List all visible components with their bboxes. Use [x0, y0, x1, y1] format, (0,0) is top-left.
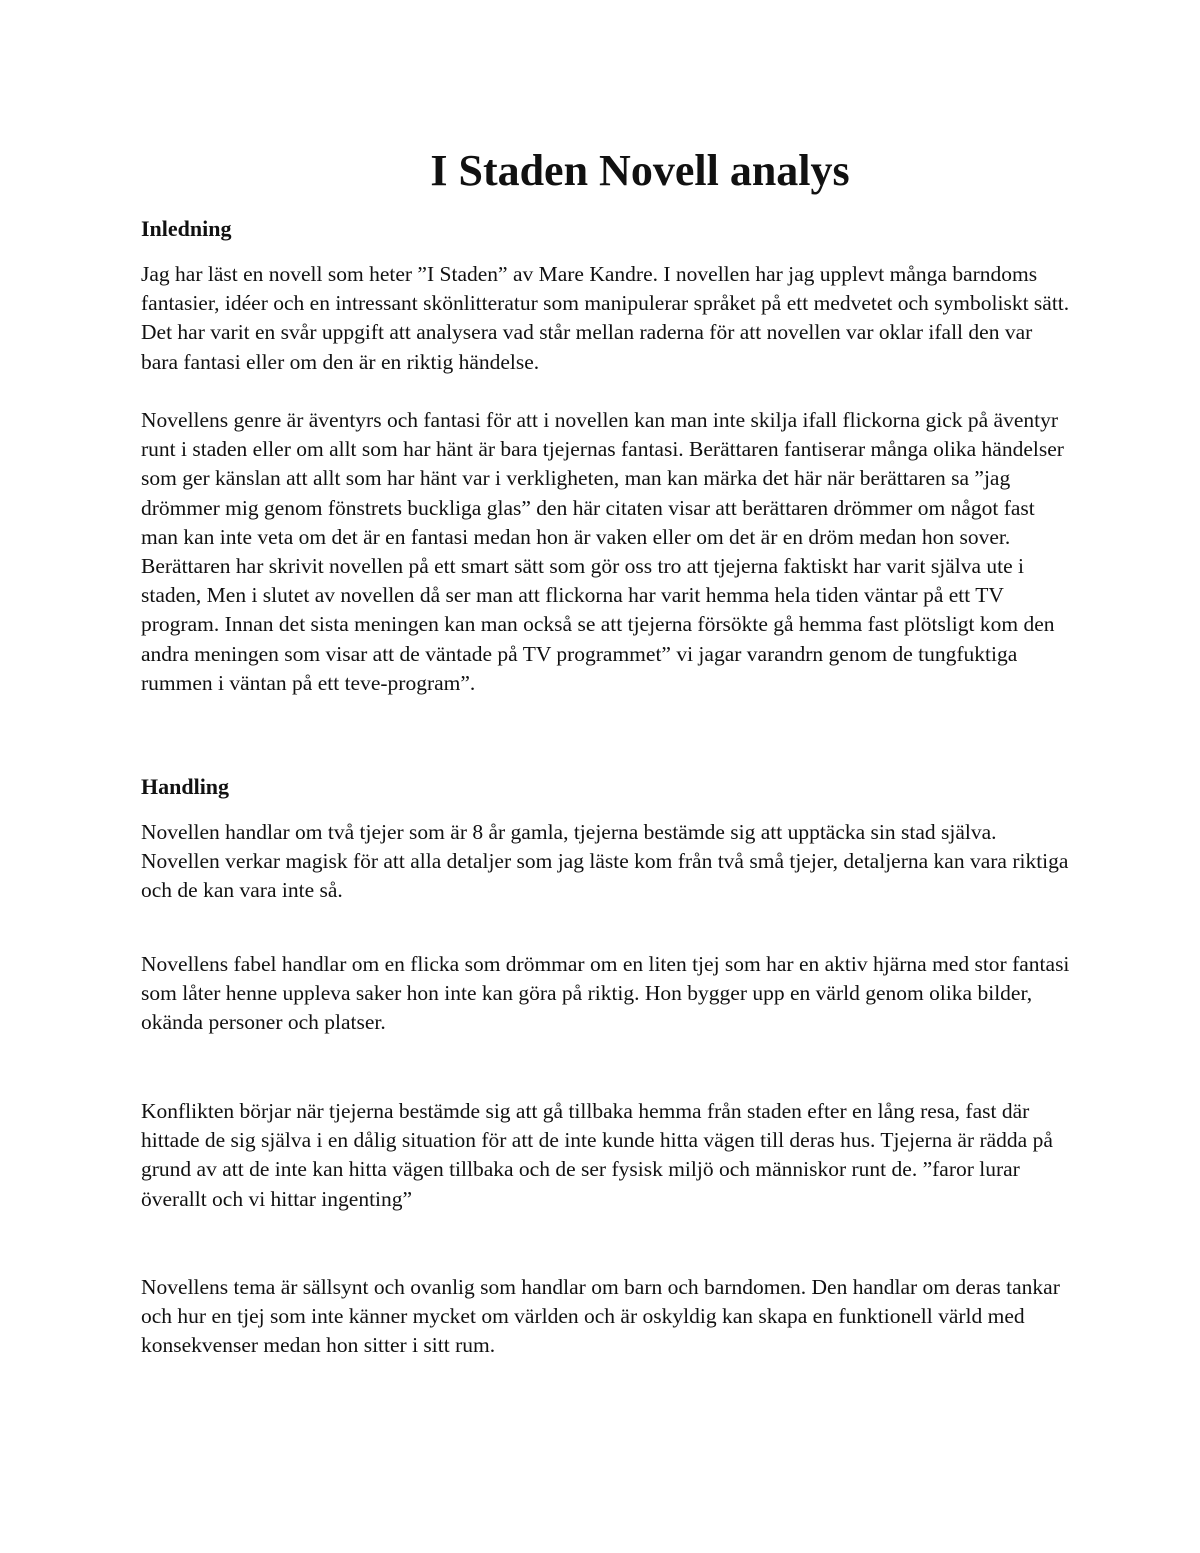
- section-heading-handling: Handling: [141, 774, 230, 799]
- paragraph: Jag har läst en novell som heter ”I Staden” av Mare Kandre. I novellen har jag upplevt många barndoms fantasier, idéer och en intressant skönlitteratur som manipulerar språket på ett medvetet och symboliskt sätt. Det har varit en svår uppgift att analysera vad står mellan raderna för att novellen var oklar ifall den var bara fantasi eller om den är en riktig händelse.: [141, 262, 1070, 374]
- paragraph: Novellens fabel handlar om en flicka som drömmar om en liten tjej som har en aktiv hjärna med stor fantasi som låter henne uppleva saker hon inte kan göra på riktig. Hon bygger upp en värld genom olika bilder, okända personer och platser.: [141, 952, 1070, 1035]
- paragraph: Novellen handlar om två tjejer som är 8 år gamla, tjejerna bestämde sig att upptäcka sin stad själva. Novellen verkar magisk för att alla detaljer som jag läste kom från två små tjejer, detaljerna kan vara riktiga och de kan vara inte så.: [141, 820, 1069, 903]
- paragraph: Konflikten börjar när tjejerna bestämde sig att gå tillbaka hemma från staden efter en lång resa, fast där hittade de sig själva i en dålig situation för att de inte kunde hitta vägen till deras hus. Tjejerna är rädda på grund av att de inte kan hitta vägen tillbaka och de ser fysisk miljö och människor runt de. ”faror lurar överallt och vi hittar ingenting”: [141, 1099, 1053, 1211]
- section-heading-inledning: Inledning: [141, 216, 232, 241]
- paragraph: Novellens tema är sällsynt och ovanlig som handlar om barn och barndomen. Den handlar om deras tankar och hur en tjej som inte känner mycket om världen och är oskyldig kan skapa en funktionell värld med konsekvenser medan hon sitter i sitt rum.: [141, 1275, 1060, 1358]
- page-title: I Staden Novell analys: [430, 146, 850, 195]
- paragraph: Novellens genre är äventyrs och fantasi för att i novellen kan man inte skilja ifall flickorna gick på äventyr runt i staden eller om allt som har hänt är bara tjejernas fantasi. Berättaren fantiserar många olika händelser som ger känslan att allt som har hänt var i verkligheten, man kan märka det här när berättaren sa ”jag drömmer mig genom fönstrets buckliga glas” den här citaten visar att berättaren drömmer om något fast man kan inte veta om det är en fantasi medan hon är vaken eller om det är en dröm medan hon sover. Berättaren har skrivit novellen på ett smart sätt som gör oss tro att tjejerna faktiskt har varit själva ute i staden, Men i slutet av novellen då ser man att flickorna har varit hemma hela tiden väntar på ett TV program. Innan det sista meningen kan man också se att tjejerna försökte gå hemma fast plötsligt kom den andra meningen som visar att de väntade på TV programmet” vi jagar varandrn genom de tungfuktiga rummen i väntan på ett teve-program”.: [141, 408, 1064, 695]
